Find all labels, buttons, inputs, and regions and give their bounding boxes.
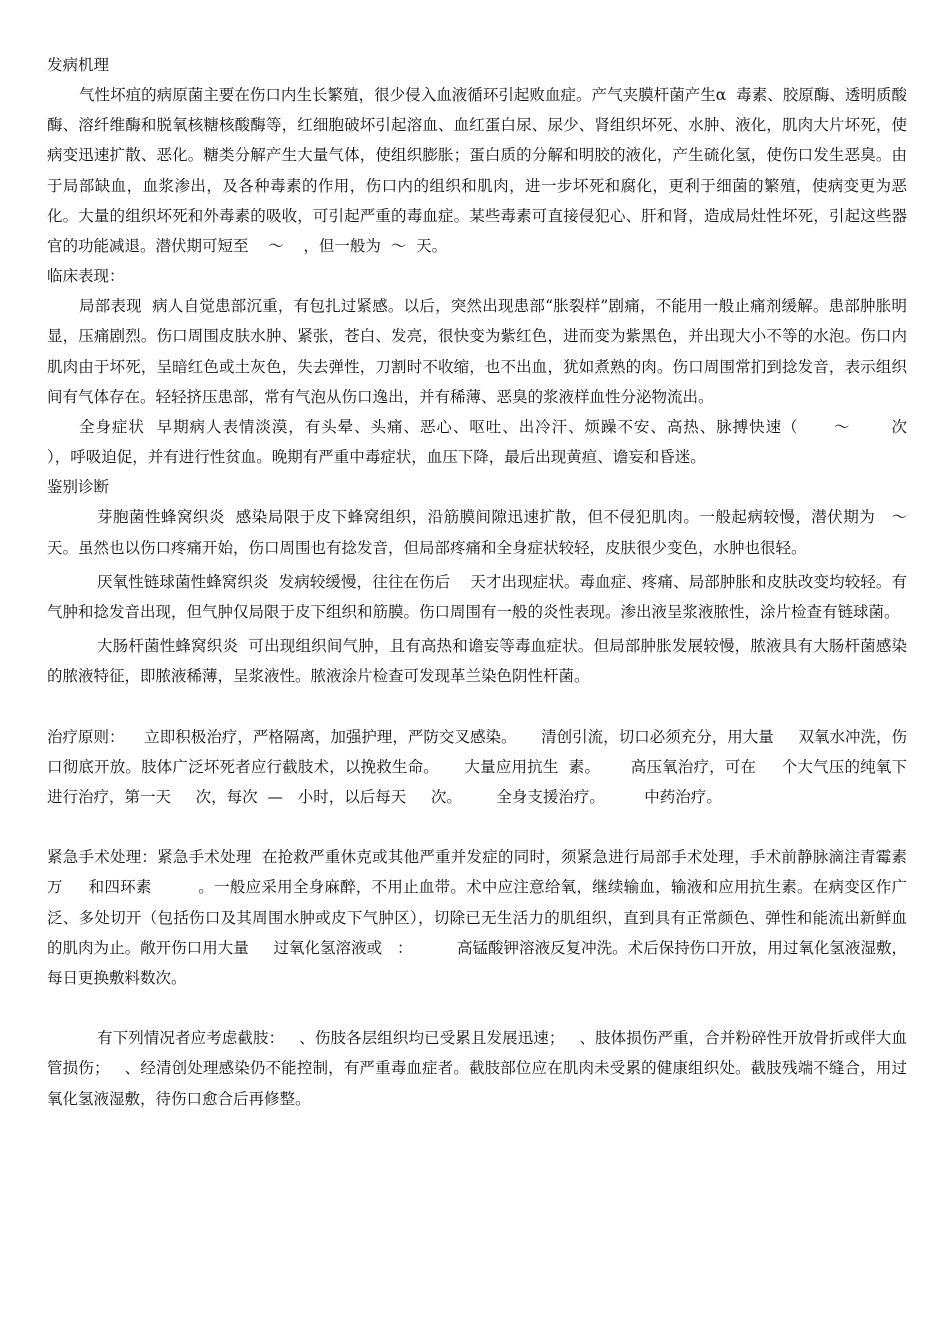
treatment-paragraph: 治疗原则： 立即积极治疗，严格隔离，加强护理，严防交叉感染。 清创引流，切口必须充分，用大量 双氧水冲洗，伤口彻底开放。肢体广泛坏死者应行截肢术，以挽救生命。 大量应用抗生 素。 高压氧治疗，可在 个大气压的纯氧下进行治疗，第一天 次，每次 — 小时，以后每天 次。 全身支援治疗。 中药治疗。 [47, 727, 907, 807]
clinical-systemic-paragraph: 全身症状 早期病人表情淡漠，有头晕、头痛、恶心、呕吐、出冷汗、烦躁不安、高热、脉搏快速（ ～ 次 ），呼吸迫促，并有进行性贫血。晚期有严重中毒症状，血压下降，最后出现黄疸、谵妄和昏迷。 [47, 418, 942, 467]
pathogenesis-heading: 发病机理 [47, 56, 110, 74]
clinical-local-paragraph: 局部表现 病人自觉患部沉重，有包扎过紧感。以后，突然出现患部“胀裂样”剧痛，不能用一般止痛剂缓解。患部肿胀明显，压痛剧烈。伤口周围皮肤水肿、紧张，苍白、发亮，很快变为紫红色，进而变为紫黑色，并出现大小不等的水泡。伤口内肌肉由于坏死，呈暗红色或土灰色，失去弹性，刀割时不收缩，也不出血，犹如煮熟的肉。伤口周围常扪到捻发音，表示组织间有气体存在。轻轻挤压患部，常有气泡从伤口逸出，并有稀薄、恶臭的浆液样血性分泌物流出。 [47, 297, 907, 406]
spacer [47, 812, 907, 842]
spacer [47, 993, 907, 1023]
differential-item-1: 芽胞菌性蜂窝织炎 感染局限于皮下蜂窝组织，沿筋膜间隙迅速扩散，但不侵犯肌肉。一般起病较慢，潜伏期为 ～ 天。虽然也以伤口疼痛开始，伤口周围也有捻发音，但局部疼痛和全身症状较轻，皮肤很少变色，水肿也很轻。 [47, 508, 917, 557]
emergency-surgery-paragraph: 紧急手术处理：紧急手术处理 在抢救严重休克或其他严重并发症的同时，须紧急进行局部手术处理，手术前静脉滴注青霉素 万 和四环素 。一般应采用全身麻醉，不用止血带。术中应注意给氧，继续输血，输液和应用抗生素。在病变区作广泛、多处切开（包括伤口及其周围水肿或皮下气肿区），切除已无生活力的肌组织，直到具有正常颜色、弹性和能流出新鲜血的肌肉为止。敞开伤口用大量 过氧化氢溶液或 ： 高锰酸钾溶液反复冲洗。术后保持伤口开放，用过氧化氢液湿敷，每日更换敷料数次。 [47, 848, 947, 988]
document-page [47, 50, 947, 1114]
differential-item-3: 大肠杆菌性蜂窝织炎 可出现组织间气肿，且有高热和谵妄等毒血症状。但局部肿胀发展较慢，脓液具有大肠杆菌感染的脓液特征，即脓液稀薄，呈浆液性。脓液涂片检查可发现革兰染色阴性杆菌。 [47, 637, 907, 686]
amputation-paragraph: 有下列情况者应考虑截肢： 、伤肢各层组织均已受累且发展迅速； 、肢体损伤严重，合并粉碎性开放骨折或伴大血管损伤； 、经清创处理感染仍不能控制，有严重毒血症者。截肢部位应在肌肉未受累的健康组织处。截肢残端不缝合，用过氧化氢液湿敷，待伤口愈合后再修整。 [47, 1029, 907, 1108]
differential-item-2: 厌氧性链球菌性蜂窝织炎 发病较缓慢，往往在伤后 天才出现症状。毒血症、疼痛、局部肿胀和皮肤改变均较轻。有气肿和捻发音出现，但气肿仅局限于皮下组织和筋膜。伤口周围有一般的炎性表现。渗出液呈浆液脓性，涂片检查有链球菌。 [47, 572, 907, 622]
spacer [47, 692, 907, 722]
pathogenesis-paragraph: 气性坏疽的病原菌主要在伤口内生长繁殖，很少侵入血液循环引起败血症。产气夹膜杆菌产生α 毒素、胶原酶、透明质酸酶、溶纤维酶和脱氧核糖核酸酶等，红细胞破坏引起溶血、血红蛋白尿、尿少、肾组织坏死、水肿、液化，肌肉大片坏死，使病变迅速扩散、恶化。糖类分解产生大量气体，使组织膨胀；蛋白质的分解和明胶的液化，产生硫化氢，使伤口发生恶臭。由于局部缺血，血浆渗出，及各种毒素的作用，伤口内的组织和肌肉，进一步坏死和腐化，更利于细菌的繁殖，使病变更为恶化。大量的组织坏死和外毒素的吸收，可引起严重的毒血症。某些毒素可直接侵犯心、肝和肾，造成局灶性坏死，引起这些器官的功能减退。潜伏期可短至 ～ ，但一般为 ～ 天。 [47, 86, 907, 256]
clinical-heading: 临床表现： [47, 267, 125, 286]
differential-heading: 鉴别诊断 [47, 478, 110, 497]
